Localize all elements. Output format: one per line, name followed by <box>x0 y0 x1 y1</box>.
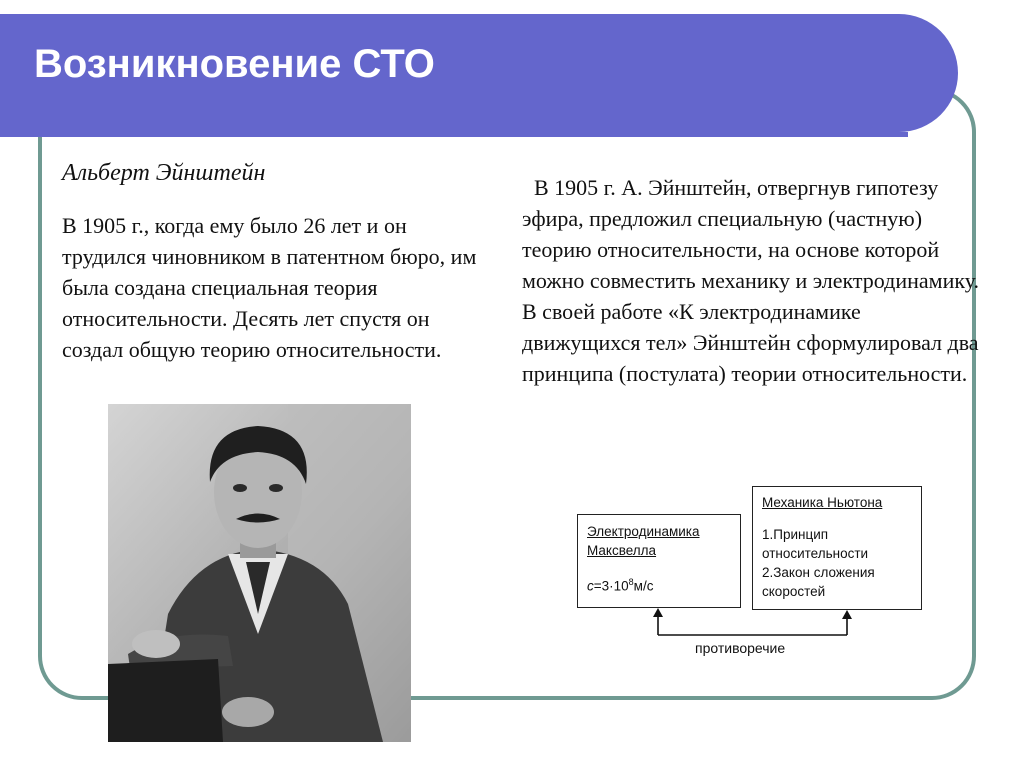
principle-item-1-line1: 1.Принцип <box>762 527 829 542</box>
newton-mechanics-box <box>752 486 922 610</box>
maxwell-electrodynamics-box <box>577 514 741 608</box>
newton-box-title: Механика Ньютона <box>762 495 883 510</box>
einstein-portrait-photo <box>108 404 411 742</box>
person-name: Альберт Эйнштейн <box>62 160 266 186</box>
principle-item-2-line2: скоростей <box>762 584 826 599</box>
contradiction-label: противоречие <box>695 640 786 656</box>
maxwell-box-title-line1: Электродинамика <box>587 524 700 539</box>
contradiction-connector-arrows <box>640 605 870 639</box>
biography-paragraph: В 1905 г., когда ему было 26 лет и он трудился чиновником в патентном бюро, им была создана специальная теория относительности. Десять лет спустя он создал общую теорию относительности. <box>62 213 477 362</box>
theory-paragraph: В 1905 г. А. Эйнштейн, отвергнув гипотезу эфира, предложил специальную (частную) теорию относительности, на основе которой можно совместить механику и электродинамику. В своей работе «К электродинамике движущихся тел» Эйнштейн сформулировал два принципа (постулата) теории относительности. <box>522 175 980 386</box>
principle-item-1-line2: относительности <box>762 546 869 561</box>
slide-title: Возникновение СТО <box>34 42 435 86</box>
title-underline <box>0 132 908 137</box>
principle-item-2-line1: 2.Закон сложения <box>762 565 875 580</box>
portrait-illustration <box>108 404 411 742</box>
speed-of-light-formula: $c=3\cdot 10^8м/с$ <box>587 577 654 594</box>
maxwell-box-title-line2: Максвелла <box>587 543 657 558</box>
